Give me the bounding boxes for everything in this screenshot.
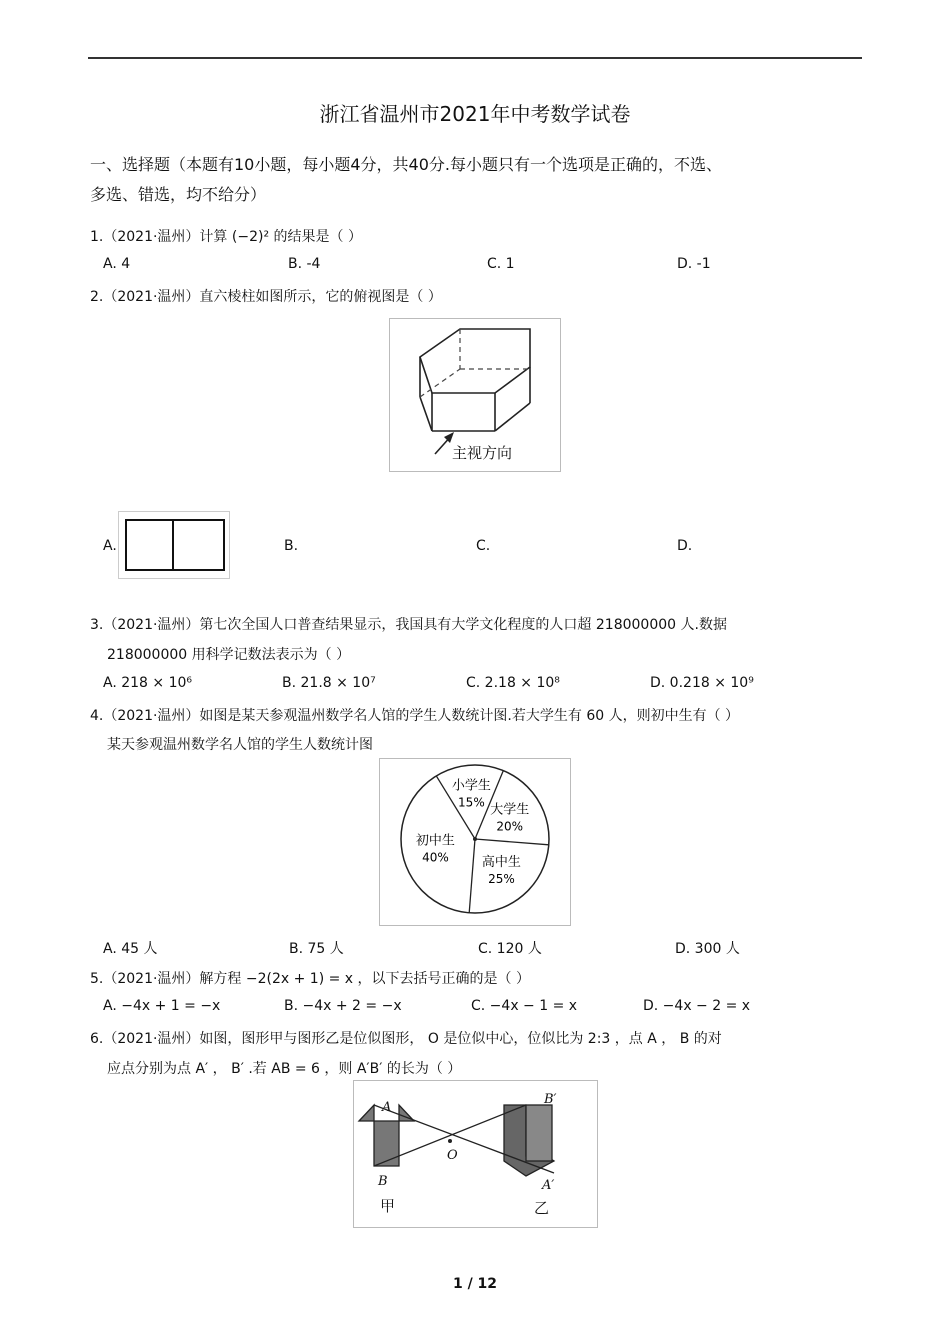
q5-option-a: A. −4x + 1 = −x <box>103 998 221 1014</box>
q2-option-b: B. <box>284 538 299 554</box>
view-direction-label: 主视方向 <box>452 444 513 462</box>
pie-slice-value: 25% <box>488 871 515 886</box>
homothety-figure <box>353 1080 598 1228</box>
q1-option-b: B. -4 <box>288 256 321 272</box>
pie-slice-label: 小学生 <box>451 778 491 794</box>
figure-yi-label: 乙 <box>534 1199 550 1217</box>
page-number: 1 / 12 <box>452 1276 498 1292</box>
q6-stem-line1: 6.（2021·温州）如图，图形甲与图形乙是位似图形， O 是位似中心，位似比为 2:3 ，点 A ， B 的对 <box>90 1031 722 1047</box>
q1-option-c: C. 1 <box>487 256 515 272</box>
pie-center-dot <box>473 837 477 841</box>
q3-option-a: A. 218 × 10⁶ <box>103 675 193 691</box>
q3-stem-line1: 3.（2021·温州）第七次全国人口普查结果显示，我国具有大学文化程度的人口超 218000000 人.数据 <box>90 617 727 633</box>
pie-chart <box>380 759 570 925</box>
q3-stem-line2: 218000000 用科学记数法表示为（ ） <box>107 647 351 663</box>
pie-slice-value: 15% <box>458 795 485 810</box>
point-a-prime-label: A′ <box>542 1178 555 1193</box>
pie-slice-value: 20% <box>496 819 524 834</box>
point-a-label: A <box>382 1100 392 1115</box>
q5-option-d: D. −4x − 2 = x <box>643 998 751 1014</box>
pie-slice-label: 初中生 <box>415 833 455 849</box>
q6-stem-line2: 应点分别为点 A′ ， B′ .若 AB = 6 ，则 A′B′ 的长为（ ） <box>107 1061 462 1077</box>
figure-jia-label: 甲 <box>380 1197 396 1215</box>
q2-option-d: D. <box>677 538 693 554</box>
center-o-label: O <box>447 1148 458 1163</box>
pie-slice-value: 40% <box>422 850 449 865</box>
q5-option-b: B. −4x + 2 = −x <box>284 998 402 1014</box>
q2-option-a: A. <box>103 538 117 554</box>
q4-caption: 某天参观温州数学名人馆的学生人数统计图 <box>107 737 373 753</box>
point-b-prime-label: B′ <box>544 1092 557 1107</box>
q4-option-d: D. 300 人 <box>675 941 740 957</box>
q4-option-a: A. 45 人 <box>103 941 158 957</box>
q4-option-c: C. 120 人 <box>478 941 542 957</box>
q5-stem: 5.（2021·温州）解方程 −2(2x + 1) = x ，以下去括号正确的是（ ） <box>90 971 530 987</box>
hexagonal-prism-figure <box>389 318 561 472</box>
point-b-label: B <box>378 1174 388 1189</box>
section-heading-line2: 多选、错选，均不给分） <box>90 185 267 204</box>
q2-option-a-figure <box>118 511 230 579</box>
q4-stem: 4.（2021·温州）如图是某天参观温州数学名人馆的学生人数统计图.若大学生有 60 人，则初中生有（ ） <box>90 708 740 724</box>
page-title: 浙江省温州市2021年中考数学试卷 <box>319 102 631 126</box>
q1-option-d: D. -1 <box>677 256 711 272</box>
pie-slice-label: 高中生 <box>481 854 521 870</box>
q3-option-d: D. 0.218 × 10⁹ <box>650 675 754 691</box>
q2-option-c: C. <box>476 538 491 554</box>
q1-stem: 1.（2021·温州）计算 (−2)² 的结果是（ ） <box>90 229 362 245</box>
q4-option-b: B. 75 人 <box>289 941 344 957</box>
pie-chart-figure <box>379 758 571 926</box>
q2-stem: 2.（2021·温州）直六棱柱如图所示，它的俯视图是（ ） <box>90 289 442 305</box>
q1-option-a: A. 4 <box>103 256 131 272</box>
q3-option-c: C. 2.18 × 10⁸ <box>466 675 560 691</box>
header-rule <box>88 57 862 59</box>
pie-slice-label: 大学生 <box>490 802 530 818</box>
q5-option-c: C. −4x − 1 = x <box>471 998 578 1014</box>
q3-option-b: B. 21.8 × 10⁷ <box>282 675 376 691</box>
section-heading-line1: 一、选择题（本题有10小题，每小题4分，共40分.每小题只有一个选项是正确的，不选、 <box>90 155 722 174</box>
